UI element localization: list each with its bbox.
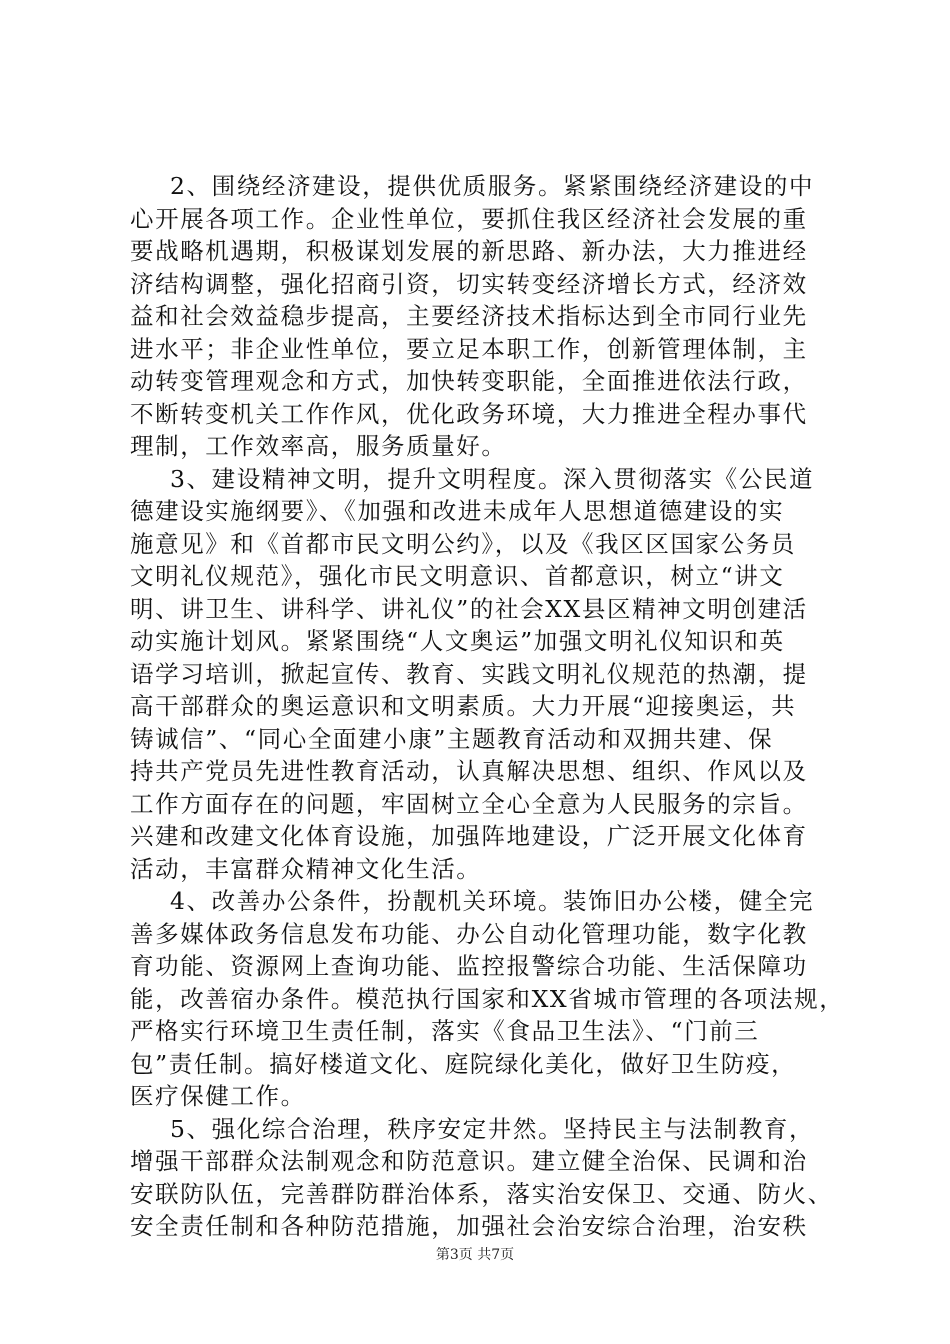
text-line: 动转变管理观念和方式，加快转变职能，全面推进依法行政，	[130, 367, 808, 395]
text-line: 安全责任制和各种防范措施，加强社会治安综合治理，治安秩	[130, 1212, 808, 1240]
text-line: 不断转变机关工作作风，优化政务环境，大力推进全程办事代	[130, 399, 808, 428]
text-line: 严格实行环境卫生责任制，落实《食品卫生法》、“门前三	[130, 1017, 760, 1045]
text-line: 进水平；非企业性单位，要立足本职工作，创新管理体制，主	[130, 334, 808, 363]
paragraph	[130, 463, 830, 886]
text-line: 育功能、资源网上查询功能、监控报警综合功能、生活保障功	[130, 952, 808, 980]
text-line: 医疗保健工作。	[130, 1082, 306, 1110]
text-line: 动实施计划风。紧紧围绕“人文奥运”加强文明礼仪知识和英	[130, 627, 785, 655]
text-line: 能，改善宿办条件。模范执行国家和XX省城市管理的各项法规，	[130, 984, 845, 1013]
text-line: 施意见》和《首都市民文明公约》，以及《我区区国家公务员	[130, 529, 796, 558]
text-line: 高干部群众的奥运意识和文明素质。大力开展“迎接奥运，共	[130, 692, 797, 720]
text-line: 2、围绕经济建设，提供优质服务。紧紧围绕经济建设的中	[170, 172, 815, 200]
paragraph	[130, 170, 830, 463]
text-line: 5、强化综合治理，秩序安定井然。坚持民主与法制教育，	[170, 1114, 815, 1143]
text-line: 济结构调整，强化招商引资，切实转变经济增长方式，经济效	[130, 269, 808, 298]
text-line: 要战略机遇期，积极谋划发展的新思路、新办法，大力推进经	[130, 237, 808, 265]
text-line: 3、建设精神文明，提升文明程度。深入贯彻落实《公民道	[170, 464, 815, 493]
text-line: 增强干部群众法制观念和防范意识。建立健全治保、民调和治	[130, 1147, 808, 1175]
document-body	[130, 170, 845, 1243]
text-line: 活动，丰富群众精神文化生活。	[130, 854, 482, 883]
text-line: 文明礼仪规范》，强化市民文明意识、首都意识，树立“讲文	[130, 562, 785, 590]
text-line: 益和社会效益稳步提高，主要经济技术指标达到全市同行业先	[130, 302, 808, 330]
text-line: 心开展各项工作。企业性单位，要抓住我区经济社会发展的重	[130, 204, 808, 233]
text-line: 工作方面存在的问题，牢固树立全心全意为人民服务的宗旨。	[130, 789, 808, 818]
text-line: 德建设实施纲要》、《加强和改进未成年人思想道德建设的实	[130, 497, 785, 525]
paragraph	[130, 885, 845, 1113]
text-line: 4、改善办公条件，扮靓机关环境。装饰旧办公楼，健全完	[170, 887, 815, 915]
text-line: 铸诚信”、“同心全面建小康”主题教育活动和双拥共建、保	[130, 724, 774, 753]
text-line: 安联防队伍，完善群防群治体系，落实治安保卫、交通、防火、	[130, 1179, 833, 1208]
text-line: 理制，工作效率高，服务质量好。	[130, 432, 507, 460]
text-line: 兴建和改建文化体育设施，加强阵地建设，广泛开展文化体育	[130, 822, 808, 850]
text-line: 持共产党员先进性教育活动，认真解决思想、组织、作风以及	[130, 757, 808, 785]
text-line: 明、讲卫生、讲科学、讲礼仪”的社会XX县区精神文明创建活	[130, 594, 808, 623]
text-line: 包”责任制。搞好楼道文化、庭院绿化美化，做好卫生防疫，	[130, 1049, 797, 1078]
paragraph	[130, 1113, 833, 1243]
text-line: 善多媒体政务信息发布功能、办公自动化管理功能，数字化教	[130, 919, 808, 948]
page-number-footer: 第3页 共7页	[435, 1247, 515, 1263]
text-line: 语学习培训，掀起宣传、教育、实践文明礼仪规范的热潮，提	[130, 659, 808, 688]
